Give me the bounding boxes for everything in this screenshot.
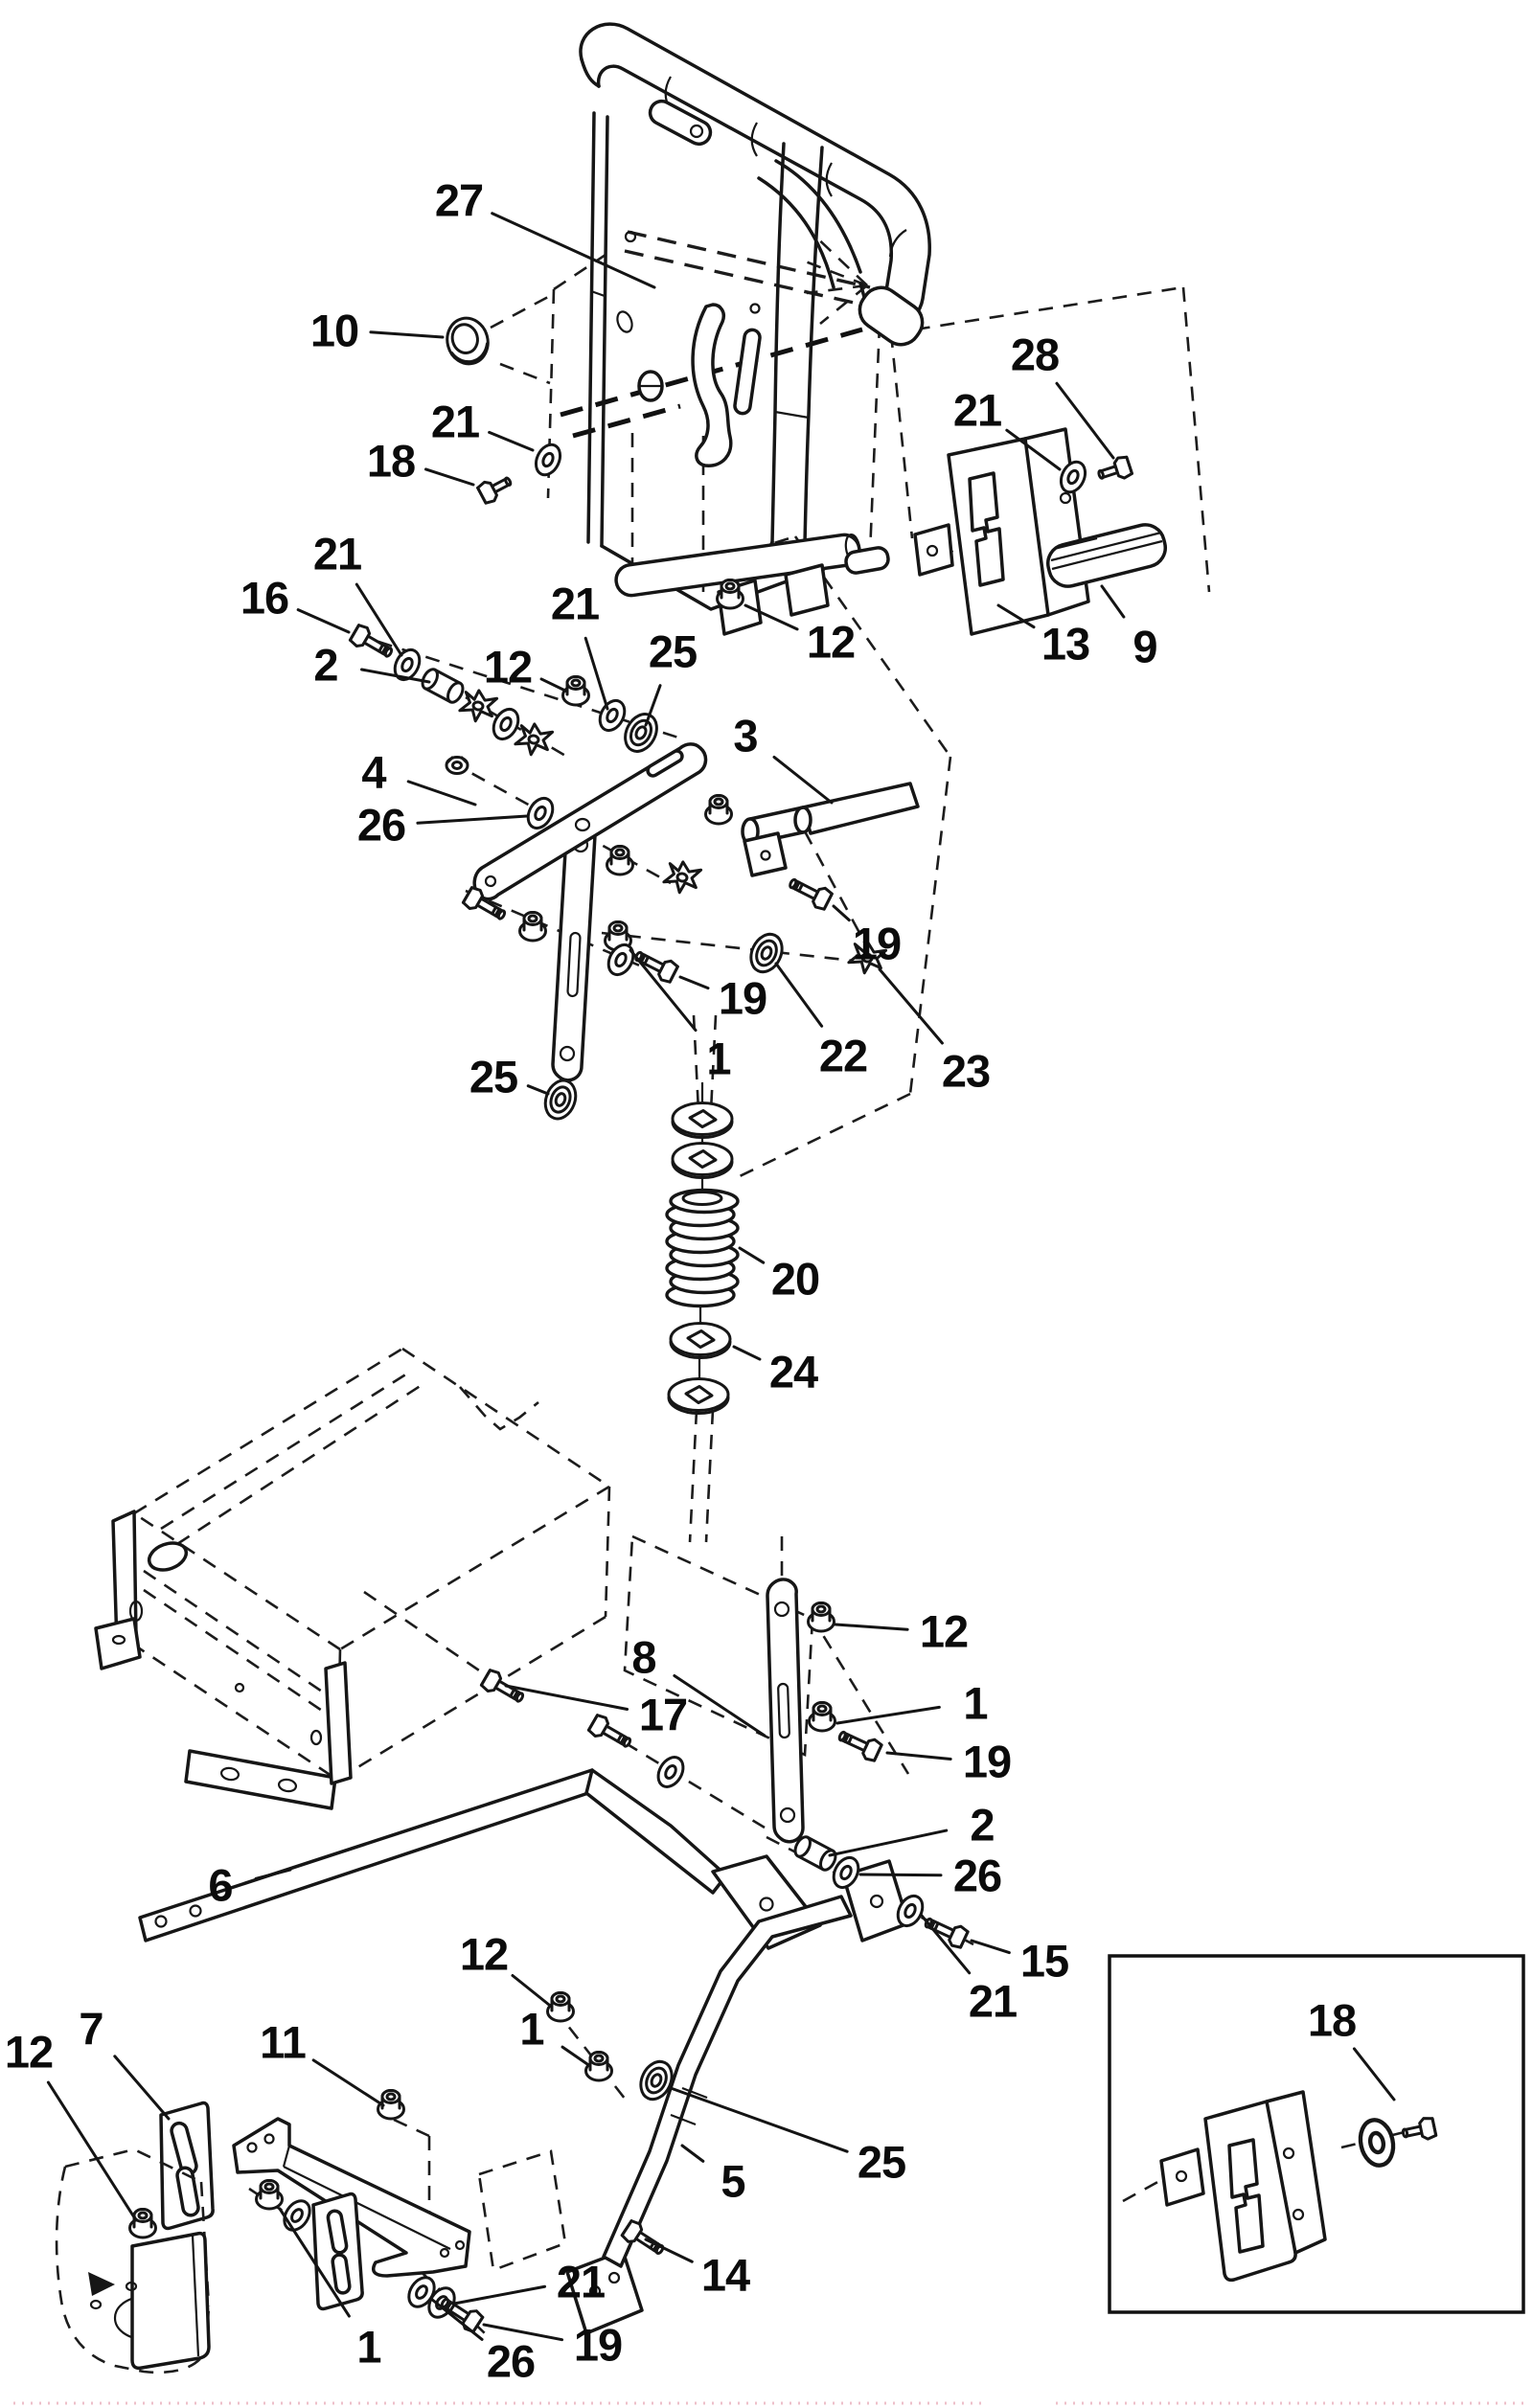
part-nut	[706, 796, 732, 825]
part-support-arm-6	[140, 1770, 820, 1948]
callout-1: 1	[519, 2003, 544, 2055]
callout-12: 12	[919, 1605, 969, 1657]
callout-leader-7	[115, 2056, 169, 2119]
callout-leader-16	[298, 610, 349, 632]
part-spacer	[792, 1834, 838, 1873]
callout-7: 7	[79, 2003, 103, 2055]
part-bolt	[349, 624, 396, 663]
part-washer	[595, 696, 629, 735]
callout-10: 10	[309, 305, 359, 356]
part-nut	[810, 1703, 835, 1732]
part-wingnut	[458, 688, 497, 724]
callout-leader-21	[490, 432, 533, 450]
part-swasher	[673, 1103, 732, 1138]
callout-leader-11	[313, 2060, 383, 2105]
callout-17: 17	[638, 1689, 688, 1740]
callout-3: 3	[733, 710, 758, 761]
callout-2: 2	[313, 639, 338, 691]
part-fwasher	[540, 1077, 581, 1124]
callout-12: 12	[459, 1928, 509, 1980]
callout-leader-3	[774, 757, 832, 803]
part-hexnut	[446, 758, 468, 774]
part-washer	[489, 705, 523, 743]
callout-leader-25	[671, 2088, 847, 2151]
callout-19: 19	[718, 972, 767, 1024]
callout-21: 21	[430, 396, 480, 447]
hardware-layer	[130, 313, 1437, 2333]
callout-18: 18	[1307, 1994, 1357, 2046]
callout-21: 21	[550, 578, 600, 629]
callout-leader-17	[506, 1686, 628, 1710]
callout-21: 21	[968, 1975, 1018, 2027]
part-spacer	[420, 667, 466, 705]
part-lower-strap-8	[767, 1579, 803, 1842]
callout-9: 9	[1133, 621, 1157, 672]
callout-26: 26	[952, 1850, 1002, 1901]
callout-leader-4	[408, 782, 475, 805]
part-nut	[809, 1603, 835, 1632]
part-lever-3	[743, 784, 918, 875]
callout-leader-1	[837, 1707, 939, 1723]
part-screw	[1096, 455, 1133, 485]
part-nut	[520, 913, 546, 942]
callout-leader-27	[492, 214, 654, 287]
callout-leader-25	[528, 1086, 548, 1094]
callout-leader-1	[630, 950, 696, 1031]
callout-leader-19	[887, 1753, 950, 1759]
part-swasher	[673, 1144, 732, 1178]
callout-25: 25	[857, 2136, 906, 2188]
callout-leader-12	[541, 679, 567, 692]
callout-leader-18	[425, 469, 473, 485]
part-washer	[532, 441, 565, 479]
part-swasher	[669, 1379, 728, 1414]
part-nut	[586, 2053, 612, 2081]
callout-26: 26	[486, 2335, 536, 2387]
callout-15: 15	[1019, 1935, 1069, 1987]
callout-leader-15	[972, 1941, 1009, 1953]
callout-leader-2	[830, 1830, 947, 1855]
callout-leader-26	[418, 816, 527, 823]
callout-4: 4	[361, 746, 386, 798]
callout-21: 21	[556, 2256, 606, 2307]
callout-leader-21	[454, 2286, 545, 2304]
callout-20: 20	[770, 1253, 820, 1305]
callout-12: 12	[483, 641, 533, 693]
part-nut	[548, 1993, 574, 2022]
part-grommet	[443, 313, 493, 368]
part-latch-bracket-13	[915, 429, 1088, 634]
part-screw	[477, 471, 515, 505]
part-washer	[1357, 2117, 1398, 2169]
callout-22: 22	[818, 1030, 868, 1081]
part-bolt	[587, 1714, 634, 1753]
callout-12: 12	[4, 2026, 54, 2078]
callout-leader-10	[371, 332, 443, 337]
part-bolt	[786, 874, 833, 911]
callout-19: 19	[852, 918, 902, 969]
callout-leader-22	[776, 964, 822, 1026]
part-screw	[1401, 2117, 1436, 2144]
part-washer	[653, 1753, 688, 1791]
part-spring	[667, 1191, 738, 1306]
callout-25: 25	[648, 625, 698, 677]
callout-leader-12	[835, 1624, 907, 1629]
part-bolt	[835, 1726, 882, 1762]
callout-13: 13	[1041, 618, 1090, 670]
callout-11: 11	[260, 2016, 306, 2068]
callout-28: 28	[1010, 329, 1060, 380]
callout-8: 8	[631, 1631, 656, 1683]
callout-leader-9	[1102, 586, 1124, 617]
part-nut	[257, 2181, 283, 2210]
callout-leader-12	[513, 1976, 549, 2005]
part-nut	[130, 2210, 156, 2238]
part-wingnut	[662, 859, 701, 896]
callout-leader-20	[740, 1248, 764, 1262]
callout-19: 19	[962, 1736, 1012, 1787]
part-chassis-box	[96, 1349, 609, 1808]
callout-leader-5	[682, 2146, 703, 2161]
callout-leader-26	[860, 1874, 941, 1875]
callout-1: 1	[963, 1677, 988, 1729]
callout-21: 21	[312, 528, 362, 579]
callout-1: 1	[356, 2321, 381, 2373]
callout-leader-18	[1354, 2049, 1394, 2100]
callout-leader-24	[734, 1347, 760, 1359]
callout-2: 2	[970, 1799, 995, 1851]
callout-12: 12	[806, 616, 856, 668]
callout-5: 5	[721, 2155, 745, 2207]
callout-21: 21	[952, 384, 1002, 436]
callout-25: 25	[469, 1051, 518, 1102]
callout-14: 14	[700, 2249, 750, 2301]
callout-leader-1	[562, 2047, 587, 2064]
callout-leader-23	[880, 969, 942, 1043]
callout-1: 1	[706, 1033, 731, 1084]
callout-19: 19	[573, 2319, 623, 2371]
part-nut	[607, 847, 633, 875]
part-fwasher	[619, 709, 663, 757]
callout-16: 16	[240, 572, 289, 624]
part-swasher	[671, 1324, 730, 1358]
part-nut	[718, 580, 744, 609]
callout-6: 6	[208, 1859, 233, 1911]
callout-27: 27	[434, 174, 484, 226]
callout-23: 23	[941, 1045, 991, 1097]
callout-24: 24	[768, 1346, 818, 1397]
callout-26: 26	[356, 799, 406, 851]
callout-leader-8	[675, 1675, 765, 1736]
callout-leader-19	[680, 977, 708, 988]
callout-18: 18	[366, 435, 416, 487]
part-wingnut	[514, 721, 553, 758]
